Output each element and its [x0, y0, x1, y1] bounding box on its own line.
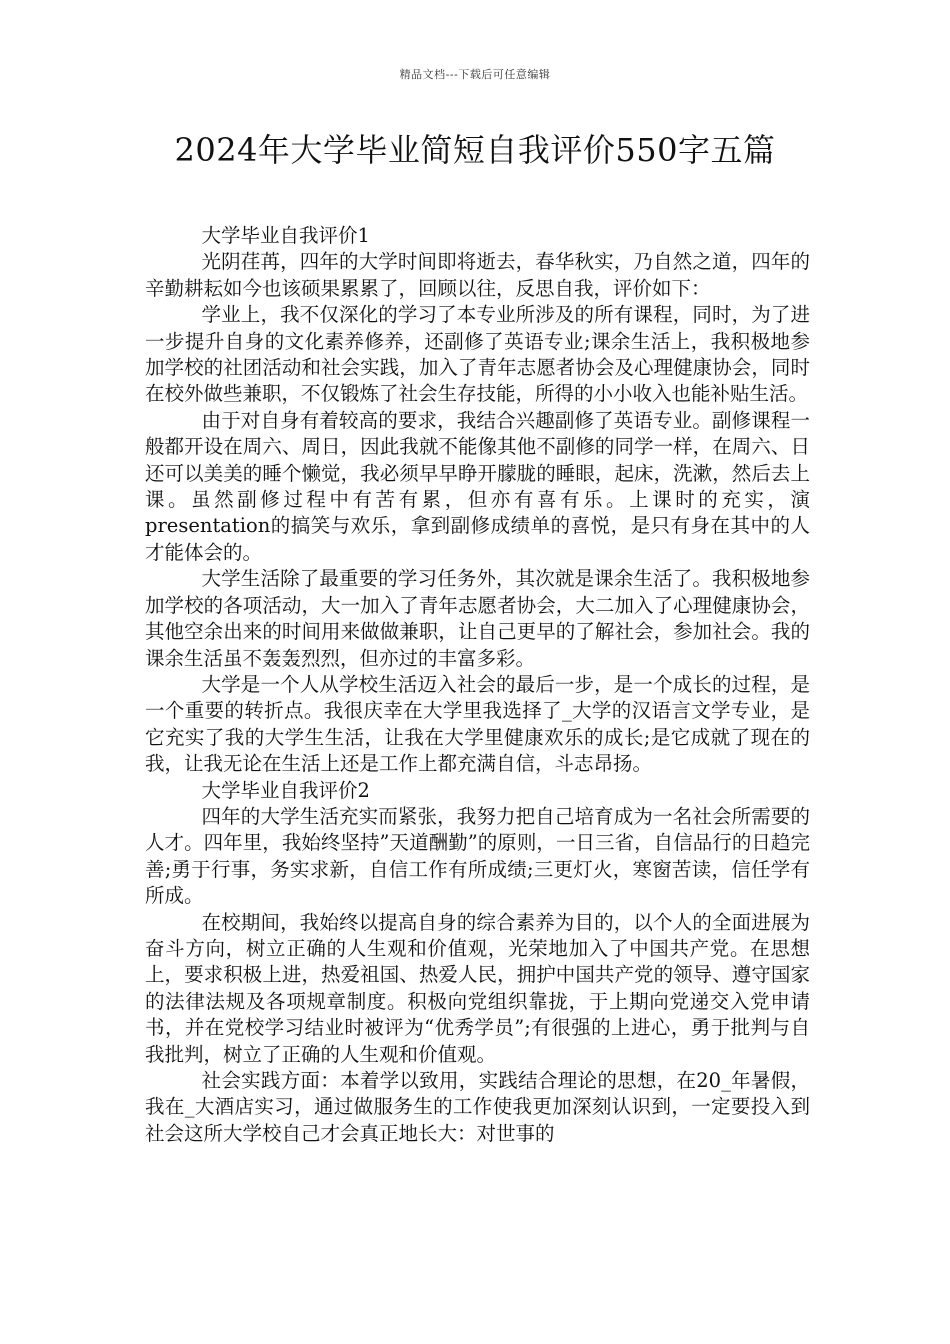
body-paragraph: 由于对自身有着较高的要求，我结合兴趣副修了英语专业。副修课程一般都开设在周六、周日，因此我就不能像其他不副修的同学一样，在周六、日还可以美美的睡个懒觉，我必须早早睁开朦胧的睡眼，起床，洗漱，然后去上课。虽然副修过程中有苦有累，但亦有喜有乐。上课时的充实，演presentation的搞笑与欢乐，拿到副修成绩单的喜悦，是只有身在其中的人才能体会的。	[145, 408, 810, 564]
body-paragraph: 社会实践方面：本着学以致用，实践结合理论的思想，在20_年暑假，我在_大酒店实习，通过做服务生的工作使我更加深刻认识到，一定要投入到社会这所大学校自己才会真正地长大：对世事的	[145, 1069, 810, 1145]
document-body	[145, 223, 810, 1147]
body-paragraph: 四年的大学生活充实而紧张，我努力把自己培育成为一名社会所需要的人才。四年里，我始终坚持”天道酬勤”的原则，一日三省，自信品行的日趋完善;勇于行事，务实求新，自信工作有所成绩;三更灯火，寒窗苦读，信任学有所成。	[145, 804, 810, 908]
section-heading: 大学毕业自我评价2	[201, 778, 370, 802]
body-paragraph: 在校期间，我始终以提高自身的综合素养为目的，以个人的全面进展为奋斗方向，树立正确的人生观和价值观，光荣地加入了中国共产党。在思想上，要求积极上进，热爱祖国、热爱人民，拥护中国共产党的领导、遵守国家的法律法规及各项规章制度。积极向党组织靠拢，于上期向党递交入党申请书，并在党校学习结业时被评为“优秀学员”;有很强的上进心，勇于批判与自我批判，树立了正确的人生观和价值观。	[145, 910, 810, 1066]
body-paragraph: 光阴荏苒，四年的大学时间即将逝去，春华秋实，乃自然之道，四年的辛勤耕耘如今也该硕果累累了，回顾以往，反思自我，评价如下：	[145, 250, 810, 300]
document-title: 2024年大学毕业简短自我评价550字五篇	[174, 131, 776, 169]
section-heading: 大学毕业自我评价1	[201, 224, 370, 247]
header-note: 精品文档---下载后可任意编辑	[399, 68, 551, 81]
body-paragraph: 大学是一个人从学校生活迈入社会的最后一步，是一个成长的过程，是一个重要的转折点。我很庆幸在大学里我选择了_大学的汉语言文学专业，是它充实了我的大学生生活，让我在大学里健康欢乐的成长;是它成就了现在的我，让我无论在生活上还是工作上都充满自信，斗志昂扬。	[145, 672, 810, 776]
body-paragraph: 学业上，我不仅深化的学习了本专业所涉及的所有课程，同时，为了进一步提升自身的文化素养修养，还副修了英语专业;课余生活上，我积极地参加学校的社团活动和社会实践，加入了青年志愿者协会及心理健康协会，同时在校外做些兼职，不仅锻炼了社会生存技能，所得的小小收入也能补贴生活。	[145, 303, 810, 406]
body-paragraph: 大学生活除了最重要的学习任务外，其次就是课余生活了。我积极地参加学校的各项活动，大一加入了青年志愿者协会，大二加入了心理健康协会，其他空余出来的时间用来做做兼职，让自己更早的了解社会，参加社会。我的课余生活虽不轰轰烈烈，但亦过的丰富多彩。	[145, 567, 810, 670]
